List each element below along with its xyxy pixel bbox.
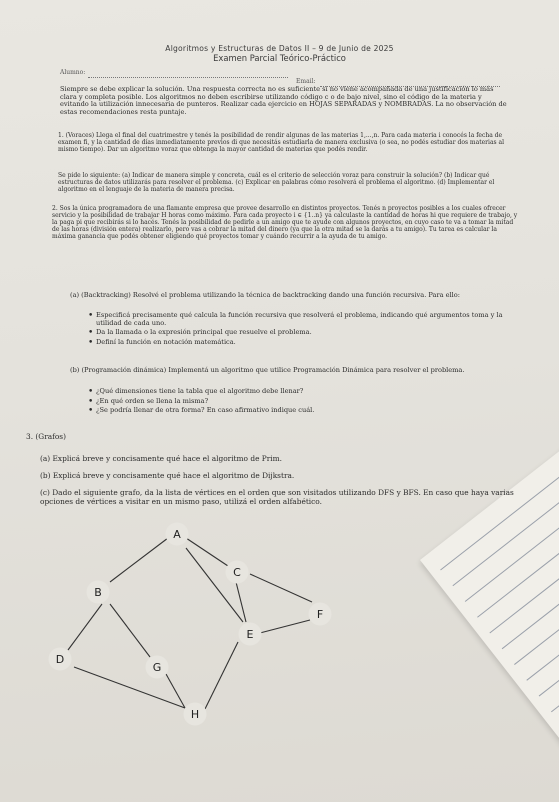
- list-item: • ¿Qué dimensiones tiene la tabla que el algoritmo debe llenar?: [88, 388, 528, 396]
- exercise-2-statement: 2. Sos la única programadora de una flamante empresa que provee desarrollo en distintos proyectos. Tenés n proyectos posibles a los cuales ofrecer servicio y la posibilidad de trabajar H horas como máximo. Para cada proyecto i ∈ {1..n} ya calculaste la cantidad de horas hi que requiere de trabajo, y la paga pi que recibirás si lo hacés. Tenés la posibilidad de pedirle a un amigo que te ayude con algunos proyectos, en cuyo caso te va a tomar la mitad de las horas (división entera) realizarlo, pero vas a cobrar la mitad del dinero (ya que la otra mitad se la darás a tu amigo). Tu tarea es calcular la máxima ganancia que podés obtener eligiendo qué proyectos tomar y cuándo recurrir a la ayuda de tu amigo.: [52, 205, 518, 240]
- exercise-3-heading: 3. (Grafos): [26, 432, 66, 441]
- node-e: [239, 623, 261, 645]
- list-item: • Da la llamada o la expresión principal que resuelve el problema.: [88, 329, 528, 337]
- node-label: G: [152, 661, 162, 674]
- list-item: • ¿Se podría llenar de otra forma? En caso afirmativo indique cuál.: [88, 407, 528, 415]
- exercise-2a-heading: (a) (Backtracking) Resolvé el problema utilizando la técnica de backtracking dando una función recursiva. Para ello:: [70, 291, 460, 299]
- edge-d-h: [74, 667, 185, 708]
- node-g: [146, 656, 168, 678]
- edge-a-b: [110, 538, 168, 582]
- edge-e-f: [256, 620, 310, 634]
- edge-b-d: [68, 604, 102, 650]
- edge-b-g: [110, 604, 150, 657]
- edge-a-c: [186, 538, 228, 566]
- name-label: Alumno:: [60, 69, 86, 76]
- edge-a-e: [186, 548, 243, 622]
- course-title: Algoritmos y Estructuras de Datos II – 9 de Junio de 2025: [165, 44, 394, 53]
- node-label: C: [233, 566, 241, 579]
- node-label: A: [173, 528, 181, 541]
- node-b: [87, 581, 109, 603]
- node-label: E: [246, 628, 254, 641]
- exercise-2a-list: [78, 312, 528, 348]
- lined-paper-underneath: [420, 375, 559, 802]
- edge-e-h: [205, 642, 238, 709]
- node-f: [309, 603, 331, 625]
- name-line: [88, 77, 288, 78]
- list-item: • Especificá precisamente qué calcula la función recursiva que resolverá el problema, indicando qué argumentos toma y la utilidad de cada uno.: [88, 312, 528, 327]
- exercise-3b: (b) Explicá breve y concisamente qué hace el algoritmo de Dijkstra.: [40, 471, 295, 480]
- edge-c-f: [250, 574, 312, 602]
- list-item: • Definí la función en notación matemática.: [88, 339, 528, 347]
- exam-title: Examen Parcial Teórico-Práctico: [213, 53, 346, 63]
- node-label: B: [94, 586, 102, 599]
- exercise-3c: (c) Dado el siguiente grafo, da la lista de vértices en el orden que son visitados utilizando DFS y BFS. En caso que haya varias opciones de vértices a visitar en un mismo paso, utilizá el orden alfabético.: [40, 488, 514, 506]
- edge-c-e: [236, 582, 246, 622]
- exercise-2b-heading: (b) (Programación dinámica) Implementá un algoritmo que utilice Programación Dinámica para resolver el problema.: [70, 366, 465, 374]
- node-label: D: [55, 653, 65, 666]
- list-item: • ¿En qué orden se llena la misma?: [88, 398, 528, 406]
- node-label: H: [190, 708, 200, 721]
- node-label: F: [316, 608, 324, 621]
- instructions: Siempre se debe explicar la solución. Una respuesta correcta no es suficiente si no viene acompañada de una justificación lo más clara y completa posible. Los algoritmos no deben escribirse utilizando código c o de bajo nivel, sino el código de la materia y evitando la utilización innecesaria de punteros. Realizar cada ejercicio en HOJAS SEPARADAS y NOMBRADAS. La no observación de estas recomendaciones resta puntaje.: [60, 85, 507, 116]
- graph-diagram: [40, 522, 340, 732]
- node-d: [49, 648, 71, 670]
- node-h: [184, 703, 206, 725]
- email-label: Email:: [296, 78, 316, 85]
- node-c: [226, 561, 248, 583]
- exercise-2b-list: [78, 388, 528, 417]
- exercise-1-questions: Se pide lo siguiente: (a) Indicar de manera simple y concreta, cuál es el criterio de selección voraz para construir la solución? (b) Indicar qué estructuras de datos utilizarás para resolver el problema. (c) Explicar en palabras cómo resolverá el problema el algoritmo. (d) Implementar el algoritmo en el lenguaje de la materia de manera precisa.: [58, 172, 495, 193]
- node-a: [166, 523, 188, 545]
- exercise-3a: (a) Explicá breve y concisamente qué hace el algoritmo de Prim.: [40, 454, 283, 463]
- exercise-1-statement: 1. (Voraces) Llega el final del cuatrimestre y tenés la posibilidad de rendir algunas de las materias 1,...,n. Para cada materia i conocés la fecha de examen fi, y la cantidad de días inmediatamente previos di que necesitás estudiarla de manera exclusiva (o sea, no podés estudiar dos materias al mismo tiempo). Dar un algoritmo voraz que obtenga la mayor cantidad de materias que podés rendir.: [58, 132, 505, 153]
- edge-g-h: [166, 674, 185, 708]
